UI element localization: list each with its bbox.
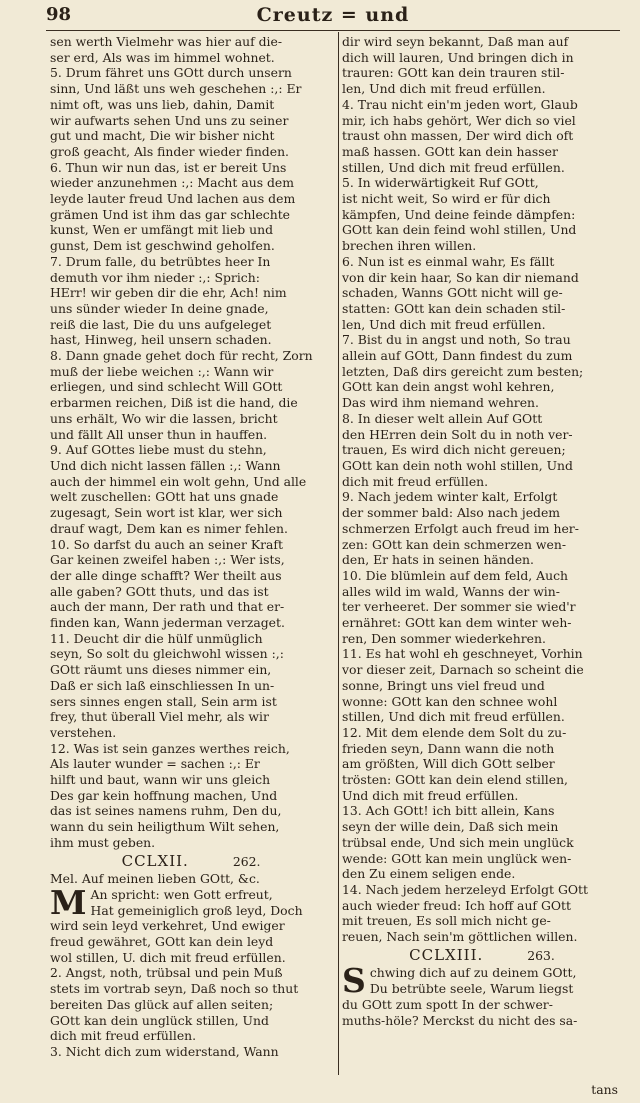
text-line: freud gewähret, GOtt kan dein leyd xyxy=(50,934,274,950)
text-line: traust ohn massen, Der wird dich oft xyxy=(342,128,574,144)
text-line: kunst, Wen er umfängt mit lieb und xyxy=(50,222,274,238)
hymn-page-number: 262. xyxy=(232,853,261,869)
text-line: trösten: GOtt kan dein elend stillen, xyxy=(342,772,568,788)
text-line: drauf wagt, Dem kan es nimer fehlen. xyxy=(50,520,288,536)
text-line: trauen, Es wird dich nicht gereuen; xyxy=(342,442,566,458)
text-line: 10. Die blümlein auf dem feld, Auch xyxy=(342,567,568,583)
text-line: allein auf GOtt, Dann findest du zum xyxy=(342,348,573,364)
text-line: len, Und dich mit freud erfüllen. xyxy=(342,81,546,97)
text-line: HErr! wir geben dir die ehr, Ach! nim xyxy=(50,285,287,301)
drop-capital: M xyxy=(50,882,87,922)
text-line: dich mit freud erfüllen. xyxy=(342,473,489,489)
hymn-262-text xyxy=(50,882,332,1060)
text-line: wann du sein heiligthum Wilt sehen, xyxy=(50,819,280,835)
catchword: tans xyxy=(591,1082,618,1097)
text-line: 14. Nach jedem herzeleyd Erfolgt GOtt xyxy=(342,881,588,897)
text-line: und fällt All unser thun in hauffen. xyxy=(50,426,268,442)
text-line: 10. So darfst du auch an seiner Kraft xyxy=(50,536,283,552)
text-line: bereiten Das glück auf allen seiten; xyxy=(50,996,274,1012)
text-line: dir wird seyn bekannt, Daß man auf xyxy=(342,34,569,49)
right-column xyxy=(342,34,622,1028)
text-line: hilft und baut, wann wir uns gleich xyxy=(50,772,271,788)
text-line: brechen ihren willen. xyxy=(342,238,477,254)
text-line: maß hassen. GOtt kan dein hasser xyxy=(342,143,558,159)
text-line: ernähret: GOtt kan dem winter weh- xyxy=(342,615,572,631)
text-line: alle gaben? GOtt thuts, und das ist xyxy=(50,583,269,599)
column-divider xyxy=(338,32,339,1075)
hymn-263-heading xyxy=(342,945,622,964)
text-line: 8. In dieser welt allein Auf GOtt xyxy=(342,410,543,426)
hymn-number: CCLXII. xyxy=(121,851,189,870)
text-line: wird sein leyd verkehret, Und ewiger xyxy=(50,918,285,934)
text-line: reiß die last, Die du uns aufgeleget xyxy=(50,316,272,332)
text-line: ren, Den sommer wiederkehren. xyxy=(342,630,546,646)
text-line: muß der liebe weichen :,: Wann wir xyxy=(50,363,274,379)
header-rule xyxy=(46,30,620,31)
text-line: Du betrübte seele, Warum liegst xyxy=(369,981,574,997)
text-line: nimt oft, was uns lieb, dahin, Damit xyxy=(50,96,275,112)
text-line: auch der mann, Der rath und that er- xyxy=(50,599,285,615)
text-line: 6. Nun ist es einmal wahr, Es fällt xyxy=(342,253,555,269)
text-line: sers sinnes engen stall, Sein arm ist xyxy=(50,693,277,709)
hymn-262-heading xyxy=(50,851,332,870)
hymn-262-lines xyxy=(50,882,332,1060)
text-line: gunst, Dem ist geschwind geholfen. xyxy=(50,238,275,254)
text-line: den HErren dein Solt du in noth ver- xyxy=(342,426,573,442)
hymn-263-lines xyxy=(342,961,622,1028)
text-line: GOtt kan dein noth wohl stillen, Und xyxy=(342,457,573,473)
text-line: trübsal ende, Und sich mein unglück xyxy=(342,834,574,850)
text-line: 8. Dann gnade gehet doch für recht, Zorn xyxy=(50,348,313,364)
text-line: verstehen. xyxy=(50,724,117,740)
melody-line: Mel. Auf meinen lieben GOtt, &c. xyxy=(50,871,260,887)
text-line: An spricht: wen Gott erfreut, xyxy=(90,886,273,902)
text-line: sen werth Vielmehr was hier auf die- xyxy=(50,34,283,49)
text-line: Hat gemeiniglich groß leyd, Doch xyxy=(90,902,303,918)
text-line: frey, thut überall Viel mehr, als wir xyxy=(50,709,269,725)
text-line: 13. Ach GOtt! ich bitt allein, Kans xyxy=(342,803,555,819)
running-title: Creutz = und xyxy=(256,4,410,26)
text-line: 7. Drum falle, du betrübtes heer In xyxy=(50,253,271,269)
text-line: finden kan, Wann jederman verzaget. xyxy=(50,615,285,631)
text-line: Und dich mit freud erfüllen. xyxy=(342,787,519,803)
text-line: GOtt kan dein feind wohl stillen, Und xyxy=(342,222,577,238)
text-line: zugesagt, Sein wort ist klar, wer sich xyxy=(50,505,283,521)
text-line: Gar keinen zweifel haben :,: Wer ists, xyxy=(50,552,285,568)
text-line: Und dich nicht lassen fällen :,: Wann xyxy=(50,457,281,473)
text-line: den, Er hats in seinen händen. xyxy=(342,552,534,568)
text-line: uns erhält, Wo wir die lassen, bricht xyxy=(50,410,278,426)
text-line: zen: GOtt kan dein schmerzen wen- xyxy=(342,536,567,552)
text-line: 11. Deucht dir die hülf unmüglich xyxy=(50,630,263,646)
text-line: der sommer bald: Also nach jedem xyxy=(342,505,561,521)
text-line: wol stillen, U. dich mit freud erfüllen. xyxy=(50,949,286,965)
text-line: ter verheeret. Der sommer sie wied'r xyxy=(342,599,576,615)
text-line: den Zu einem seligen ende. xyxy=(342,866,516,882)
text-line: 3. Nicht dich zum widerstand, Wann xyxy=(50,1044,279,1059)
text-line: seyn der wille dein, Daß sich mein xyxy=(342,819,559,835)
text-line: 5. In widerwärtigkeit Ruf GOtt, xyxy=(342,175,539,191)
text-line: stets im vortrab seyn, Daß noch so thut xyxy=(50,981,299,997)
text-line: 5. Drum fähret uns GOtt durch unsern xyxy=(50,65,292,81)
text-line: 12. Was ist sein ganzes werthes reich, xyxy=(50,740,290,756)
text-line: 7. Bist du in angst und noth, So trau xyxy=(342,332,571,348)
text-line: von dir kein haar, So kan dir niemand xyxy=(342,269,579,285)
text-line: grämen Und ist ihm das gar schlechte xyxy=(50,206,291,222)
text-line: 2. Angst, noth, trübsal und pein Muß xyxy=(50,965,283,981)
text-line: auch der himmel ein wolt gehn, Und alle xyxy=(50,473,307,489)
text-line: dich will lauren, Und bringen dich in xyxy=(342,49,574,65)
text-line: kämpfen, Und deine feinde dämpfen: xyxy=(342,206,576,222)
text-line: wir aufwarts sehen Und uns zu seiner xyxy=(50,112,289,128)
text-line: muths-höle? Merckst du nicht des sa- xyxy=(342,1012,578,1028)
left-column xyxy=(50,34,332,1060)
text-line: ser erd, Als was im himmel wohnet. xyxy=(50,49,275,65)
text-line: wende: GOtt kan mein unglück wen- xyxy=(342,850,572,866)
text-line: auch wieder freud: Ich hoff auf GOtt xyxy=(342,897,571,913)
page-header xyxy=(46,4,620,28)
text-line: GOtt kan dein unglück stillen, Und xyxy=(50,1012,269,1028)
text-line: frieden seyn, Dann wann die noth xyxy=(342,740,555,756)
text-line: 9. Auf GOttes liebe must du stehn, xyxy=(50,442,267,458)
text-line: 9. Nach jedem winter kalt, Erfolgt xyxy=(342,489,558,505)
text-line: am größten, Will dich GOtt selber xyxy=(342,756,555,772)
text-line: Des gar kein hoffnung machen, Und xyxy=(50,787,278,803)
text-line: das ist seines namens ruhm, Den du, xyxy=(50,803,282,819)
hymn-number: CCLXIII. xyxy=(409,945,484,964)
text-line: uns sünder wieder In deine gnade, xyxy=(50,300,269,316)
text-line: seyn, So solt du gleichwohl wissen :,: xyxy=(50,646,284,662)
text-line: gut und macht, Die wir bisher nicht xyxy=(50,128,275,144)
text-line: alles wild im wald, Wanns der win- xyxy=(342,583,560,599)
text-line: vor dieser zeit, Darnach so scheint die xyxy=(342,662,584,678)
text-line: 6. Thun wir nun das, ist er bereit Uns xyxy=(50,159,287,175)
drop-capital: S xyxy=(342,961,366,1001)
text-line: mit treuen, Es soll mich nicht ge- xyxy=(342,913,551,929)
text-line: len, Und dich mit freud erfüllen. xyxy=(342,316,546,332)
hymn-page-number: 263. xyxy=(527,947,555,963)
text-line: sonne, Bringt uns viel freud und xyxy=(342,677,545,693)
text-line: GOtt kan dein angst wohl kehren, xyxy=(342,379,555,395)
text-line: stillen, Und dich mit freud erfüllen. xyxy=(342,709,565,725)
text-line: ist nicht weit, So wird er für dich xyxy=(342,191,551,207)
text-line: welt zuschellen: GOtt hat uns gnade xyxy=(50,489,279,505)
text-line: Das wird ihm niemand wehren. xyxy=(342,395,539,411)
text-line: wonne: GOtt kan den schnee wohl xyxy=(342,693,558,709)
text-line: letzten, Daß dirs gereicht zum besten; xyxy=(342,363,584,379)
hymn-262-continuation xyxy=(342,34,622,945)
text-line: demuth vor ihm nieder :,: Sprich: xyxy=(50,269,260,285)
text-line: hast, Hinweg, heil unsern schaden. xyxy=(50,332,272,348)
previous-hymn-text xyxy=(50,34,332,851)
text-line: GOtt räumt uns dieses nimmer ein, xyxy=(50,662,272,678)
text-line: reuen, Nach sein'm göttlichen willen. xyxy=(342,929,578,945)
text-line: sinn, Und läßt uns weh geschehen :,: Er xyxy=(50,81,302,97)
text-line: 4. Trau nicht ein'm jeden wort, Glaub xyxy=(342,96,578,112)
text-line: 12. Mit dem elende dem Solt du zu- xyxy=(342,724,567,740)
text-line: trauren: GOtt kan dein trauren stil- xyxy=(342,65,565,81)
text-line: groß geacht, Als finder wieder finden. xyxy=(50,143,289,159)
page-number: 98 xyxy=(46,4,72,25)
text-line: statten: GOtt kan dein schaden stil- xyxy=(342,300,566,316)
text-line: schmerzen Erfolgt auch freud im her- xyxy=(342,520,579,536)
text-line: erbarmen reichen, Diß ist die hand, die xyxy=(50,395,298,411)
text-line: ihm must geben. xyxy=(50,834,156,850)
text-line: Als lauter wunder = sachen :,: Er xyxy=(50,756,260,772)
text-line: dich mit freud erfüllen. xyxy=(50,1028,197,1044)
text-line: wieder anzunehmen :,: Macht aus dem xyxy=(50,175,295,191)
text-line: Daß er sich laß einschliessen In un- xyxy=(50,677,275,693)
text-line: der alle dinge schafft? Wer theilt aus xyxy=(50,567,282,583)
text-line: chwing dich auf zu deinem GOtt, xyxy=(369,965,577,981)
text-line: leyde lauter freud Und lachen aus dem xyxy=(50,191,296,207)
text-line: stillen, Und dich mit freud erfüllen. xyxy=(342,159,565,175)
text-line: 11. Es hat wohl eh geschneyet, Vorhin xyxy=(342,646,583,662)
text-line: du GOtt zum spott In der schwer- xyxy=(342,996,553,1012)
text-line: schaden, Wanns GOtt nicht will ge- xyxy=(342,285,563,301)
text-line: mir, ich habs gehört, Wer dich so viel xyxy=(342,112,576,128)
hymn-263-text xyxy=(342,961,622,1028)
text-line: erliegen, und sind schlecht Will GOtt xyxy=(50,379,283,395)
